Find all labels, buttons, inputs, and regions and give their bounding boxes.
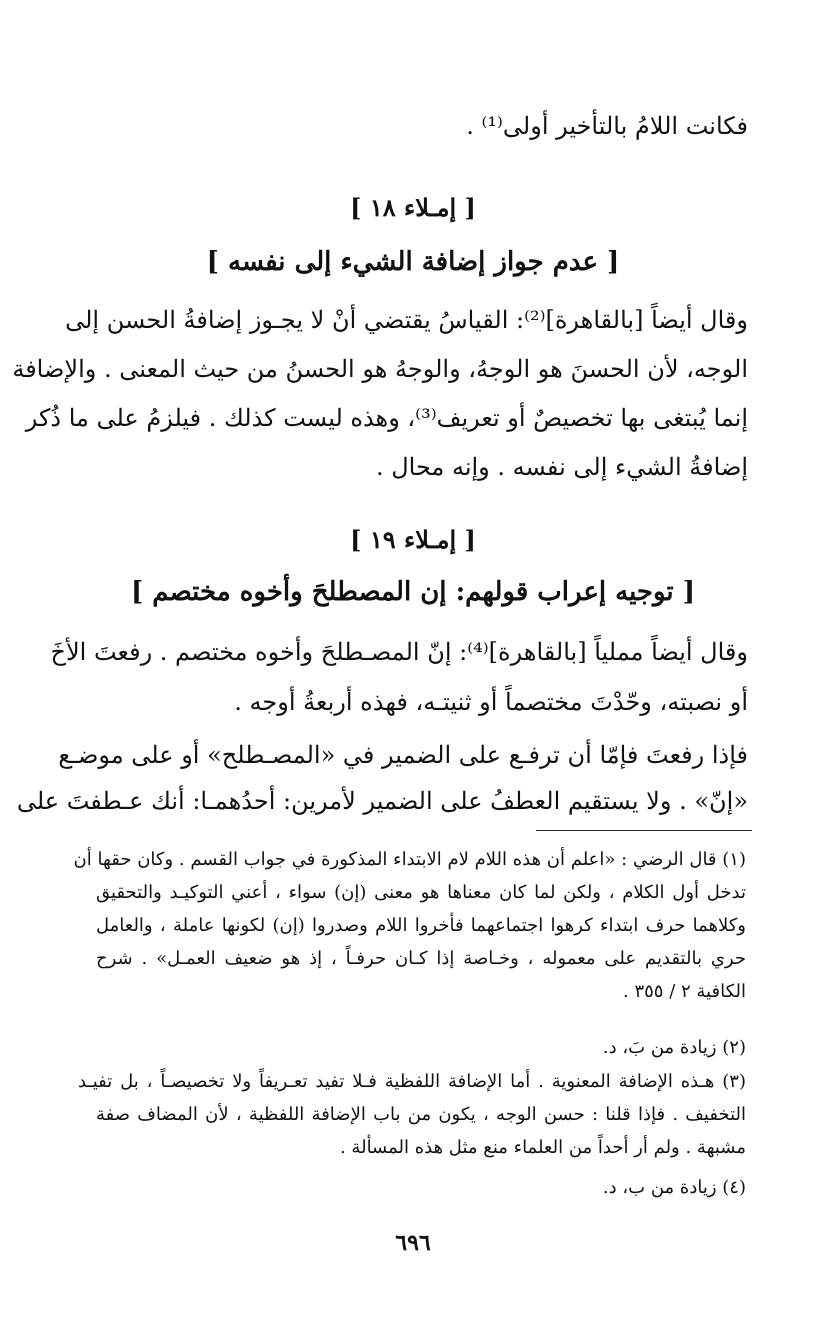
footnote-separator [536,830,752,831]
section-19-para2-line-1: فإذا رفعتَ فإمّا أن ترفـع على الضمير في «المصـطلح» أو على موضـع [58,741,748,769]
section-18-title: [ عدم جواز إضافة الشيء إلى نفسه ] [206,247,620,277]
section-18-number: [ إمـلاء ١٨ ] [350,193,476,222]
footnote-1-line-5: الكافية ٢ / ٣٥٥ . [623,981,746,1002]
footnote-3-line-2: التخفيف . فإذا قلنا : حسن الوجه ، يكون من باب الإضافة اللفظية ، لأن المضاف صفة [96,1104,746,1125]
footnote-1-line-1: (١) قال الرضي : «اعلم أن هذه اللام لام الابتداء المذكورة في جواب القسم . وكان حقها أن [73,849,746,870]
section-18-line-3: إنما يُبتغى بها تخصيصٌ أو تعريف⁽³⁾، وهذه ليست كذلك . فيلزمُ على ما ذُكر [25,404,748,432]
footnote-4: (٤) زيادة من ب، د. [602,1177,746,1198]
section-18-line-4: إضافةُ الشيء إلى نفسه . وإنه محال . [375,453,748,481]
footnote-3-line-1: (٣) هـذه الإضافة المعنوية . أما الإضافة اللفظية فـلا تفيد تعـريفاً ولا تخصيصـاً ، بل تفيـد [78,1071,746,1092]
section-19-number: [ إمـلاء ١٩ ] [350,525,476,554]
footnote-1-line-4: حري بالتقديم على معموله ، وخـاصة إذا كـان حرفـاً ، إذ هو ضعيف العمـل» . شرح [96,948,746,969]
section-19-para1-line-1: وقال أيضاً مملياً [بالقاهرة]⁽⁴⁾: إنّ المصـطلحَ وأخوه مختصم . رفعتَ الأخَ [50,638,748,666]
footnote-2: (٢) زيادة من بَ، د. [602,1037,746,1058]
footnote-1-line-2: تدخل أول الكلام ، ولكن لما كان معناها هو معنى (إن) سواء ، أعني التوكيـد والتحقيق [96,882,746,903]
footnote-1-line-3: وكلاهما حرف ابتداء كرهوا اجتماعهما فأخروا اللام وصدروا (إن) لكونها عاملة ، والعامل [96,915,746,936]
section-18-line-2: الوجه، لأن الحسنَ هو الوجهُ، والوجهُ هو الحسنُ من حيث المعنى . والإضافة [12,355,748,383]
section-19-title: [ توجيه إعراب قولهم: إن المصطلحَ وأخوه مختصم ] [130,577,696,607]
section-19-para2-line-2: «إنّ» . ولا يستقيم العطفُ على الضمير لأمرين: أحدُهمـا: أنك عـطفتَ على [16,787,748,815]
section-19-para1-line-2: أو نصبته، وحّدْتَ مختصماً أو ثنيتـه، فهذه أربعةُ أوجه . [234,688,748,716]
page-number: ٦٩٦ [395,1230,431,1256]
section-18-line-1: وقال أيضاً [بالقاهرة]⁽²⁾: القياسُ يقتضي أنْ لا يجـوز إضافةُ الحسن إلى [65,306,748,334]
footnote-3-line-3: مشبهة . ولم أر أحداً من العلماء منع مثل هذه المسألة . [339,1137,746,1158]
intro-line: فكانت اللامُ بالتأخير أولى⁽¹⁾ . [466,112,748,140]
